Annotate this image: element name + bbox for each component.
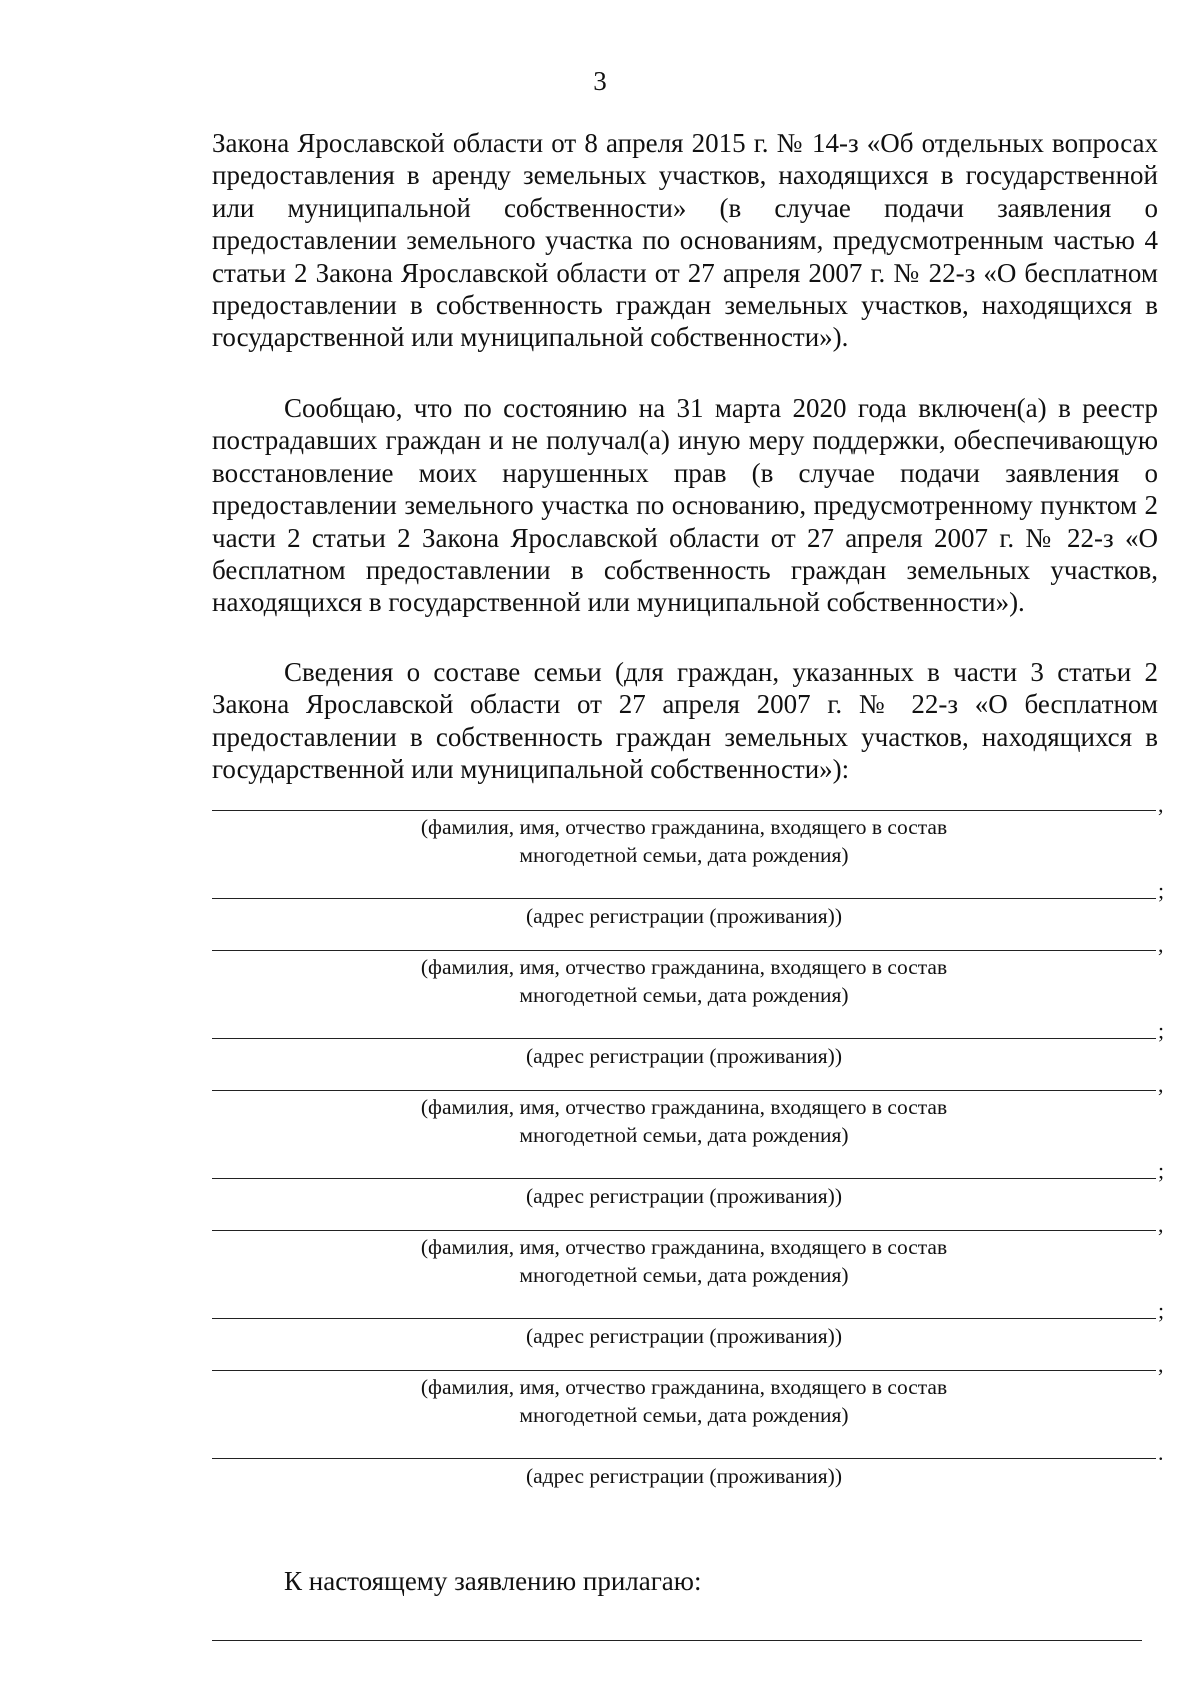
page-number: 3 bbox=[593, 66, 607, 96]
family-member-address-caption: (адрес регистрации (проживания)) bbox=[525, 1044, 842, 1068]
family-composition-paragraph: Сведения о составе семьи (для граждан, указанных в части 3 статьи 2 Закона Ярославской области от 27 апреля 2007 г. № 22-з «О бесплатном предоставлении в собственность граждан земельных участков, находящихся в государственной или муниципальной собственности»): bbox=[212, 657, 1158, 785]
family-member-name-line[interactable] bbox=[212, 950, 1156, 951]
line-end-punct: , bbox=[1158, 1212, 1164, 1237]
family-member-name-line[interactable] bbox=[212, 1090, 1156, 1091]
line-end-punct: , bbox=[1158, 932, 1164, 957]
family-member-address-line[interactable] bbox=[212, 898, 1156, 899]
family-member-address-caption: (адрес регистрации (проживания)) bbox=[525, 1184, 842, 1208]
line-end-punct: , bbox=[1158, 1072, 1164, 1097]
line-end-punct: , bbox=[1158, 792, 1164, 817]
family-member-name-caption: (фамилия, имя, отчество гражданина, входящего в состав многодетной семьи, дата рождения) bbox=[420, 1375, 948, 1427]
family-member-name-caption: (фамилия, имя, отчество гражданина, входящего в состав многодетной семьи, дата рождения) bbox=[420, 955, 948, 1007]
family-member-name-line[interactable] bbox=[212, 810, 1156, 811]
family-member-name-line[interactable] bbox=[212, 1230, 1156, 1231]
line-end-punct: ; bbox=[1158, 1018, 1165, 1043]
family-member-address-line[interactable] bbox=[212, 1038, 1156, 1039]
family-member-name-caption: (фамилия, имя, отчество гражданина, входящего в состав многодетной семьи, дата рождения) bbox=[420, 815, 948, 867]
line-end-punct: ; bbox=[1158, 1158, 1165, 1183]
family-member-address-caption: (адрес регистрации (проживания)) bbox=[525, 904, 842, 928]
line-end-punct: . bbox=[1158, 1440, 1164, 1465]
attachments-line[interactable] bbox=[212, 1640, 1142, 1641]
family-member-address-caption: (адрес регистрации (проживания)) bbox=[525, 1464, 842, 1488]
family-member-name-caption: (фамилия, имя, отчество гражданина, входящего в состав многодетной семьи, дата рождения) bbox=[420, 1235, 948, 1287]
family-member-address-line[interactable] bbox=[212, 1178, 1156, 1179]
family-member-name-line[interactable] bbox=[212, 1370, 1156, 1371]
family-member-address-caption: (адрес регистрации (проживания)) bbox=[525, 1324, 842, 1348]
family-member-address-line[interactable] bbox=[212, 1318, 1156, 1319]
line-end-punct: , bbox=[1158, 1352, 1164, 1377]
law-reference-paragraph: Закона Ярославской области от 8 апреля 2015 г. № 14-з «Об отдельных вопросах предоставления в аренду земельных участков, находящихся в государственной или муниципальной собственности» (в случае подачи заявления о предоставлении земельного участка по основаниям, предусмотренным частью 4 статьи 2 Закона Ярославской области от 27 апреля 2007 г. № 22-з «О бесплатном предоставлении в собственность граждан земельных участков, находящихся в государственной или муниципальной собственности»). bbox=[212, 128, 1158, 353]
victims-registry-paragraph: Сообщаю, что по состоянию на 31 марта 2020 года включен(а) в реестр пострадавших граждан и не получал(а) иную меру поддержки, обеспечивающую восстановление моих нарушенных прав (в случае подачи заявления о предоставлении земельного участка по основанию, предусмотренному пунктом 2 части 2 статьи 2 Закона Ярославской области от 27 апреля 2007 г. № 22-з «О бесплатном предоставлении в собственность граждан земельных участков, находящихся в государственной или муниципальной собственности»). bbox=[212, 393, 1158, 618]
line-end-punct: ; bbox=[1158, 1298, 1165, 1323]
line-end-punct: ; bbox=[1158, 878, 1165, 903]
family-member-address-line[interactable] bbox=[212, 1458, 1156, 1459]
attachments-label: К настоящему заявлению прилагаю: bbox=[284, 1566, 702, 1596]
family-member-name-caption: (фамилия, имя, отчество гражданина, входящего в состав многодетной семьи, дата рождения) bbox=[420, 1095, 948, 1147]
